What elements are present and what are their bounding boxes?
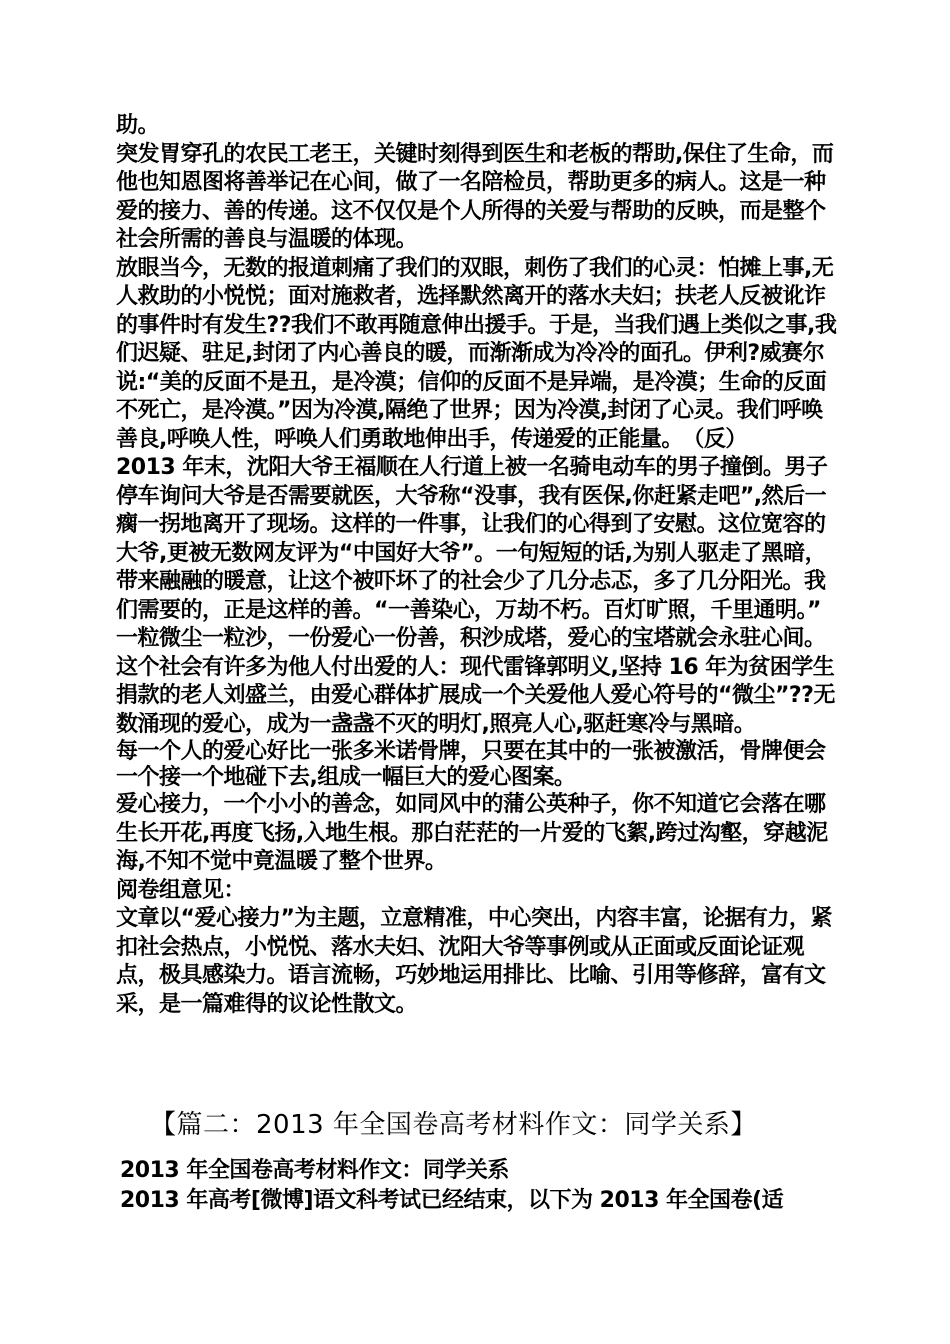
section-heading: 【篇二：2013 年全国卷高考材料作文：同学关系】 [150,1110,757,1140]
section-intro [120,1156,840,1216]
section-intro-text: 2013 年高考[微博]语文科考试已经结束，以下为 2013 年全国卷(适 [120,1188,784,1213]
paragraph-3: 放眼当今，无数的报道刺痛了我们的双眼，刺伤了我们的心灵：怕摊上事,无人救助的小悦悦；面对施救者，选择默然离开的落水夫妇；扶老人反被讹诈的事件时有发生??我们不敢再随意伸出援手。于是，当我们遇上类似之事,我们迟疑、驻足,封闭了内心善良的暖，而渐渐成为冷冷的面孔。伊利?威赛尔说:“美的反面不是丑，是冷漠；信仰的反面不是异端，是冷漠；生命的反面不死亡，是冷漠。”因为冷漠,隔绝了世界；因为冷漠,封闭了心灵。我们呼唤善良,呼唤人性，呼唤人们勇敢地伸出手，传递爱的正能量。 （反） [116,255,837,452]
paragraph-4: 2013 年末，沈阳大爷王福顺在人行道上被一名骑电动车的男子撞倒。男子停车询问大爷是否需要就医，大爷称“没事，我有医保,你赶紧走吧”,然后一瘸一拐地离开了现场。这样的一件事，让我们的心得到了安慰。这位宽容的大爷,更被无数网友评为“中国好大爷”。一句短短的话,为别人驱走了黑暗，带来融融的暖意，让这个被吓坏了的社会少了几分忐忑，多了几分阳光。我们需要的，正是这样的善。“一善染心，万劫不朽。百灯旷照，千里通明。” [116,455,828,623]
paragraph-6: 这个社会有许多为他人付出爱的人：现代雷锋郭明义,坚持 16 年为贫困学生捐款的老人刘盛兰，由爱心群体扩展成一个关爱他人爱心符号的“微尘”??无数涌现的爱心，成为一盏盏不灭的明灯,照亮人心,驱赶寒冷与黑暗。 [116,654,835,737]
paragraph-7: 每一个人的爱心好比一张多米诺骨牌，只要在其中的一张被激活，骨牌便会一个接一个地碰下去,组成一幅巨大的爱心图案。 [116,739,826,790]
grading-comment-label: 阅卷组意见： [116,877,246,903]
paragraph-8: 爱心接力，一个小小的善念，如同风中的蒲公英种子，你不知道它会落在哪生长开花,再度飞扬,入地生根。那白茫茫的一片爱的飞絮,跨过沟壑，穿越泥海,不知不觉中竟温暖了整个世界。 [116,792,828,874]
essay-body [116,112,842,1019]
grading-comment: 文章以“爱心接力”为主题，立意精准，中心突出，内容丰富，论据有力，紧扣社会热点，小悦悦、落水夫妇、沈阳大爷等事例或从正面或反面论证观点，极具感染力。语言流畅，巧妙地运用排比、比喻、引用等修辞，富有文采，是一篇难得的议论性散文。 [116,906,832,1017]
paragraph-5: 一粒微尘一粒沙，一份爱心一份善，积沙成塔，爱心的宝塔就会永驻心间。 [116,626,826,651]
paragraph-2: 突发胃穿孔的农民工老王，关键时刻得到医生和老板的帮助,保住了生命，而他也知恩图将善举记在心间，做了一名陪检员，帮助更多的病人。这是一种爱的接力、善的传递。这不仅仅是个人所得的关爱与帮助的反映，而是整个社会所需的善良与温暖的体现。 [116,141,834,252]
section-subtitle: 2013 年全国卷高考材料作文：同学关系 [120,1158,509,1183]
paragraph-1: 助。 [116,113,160,138]
